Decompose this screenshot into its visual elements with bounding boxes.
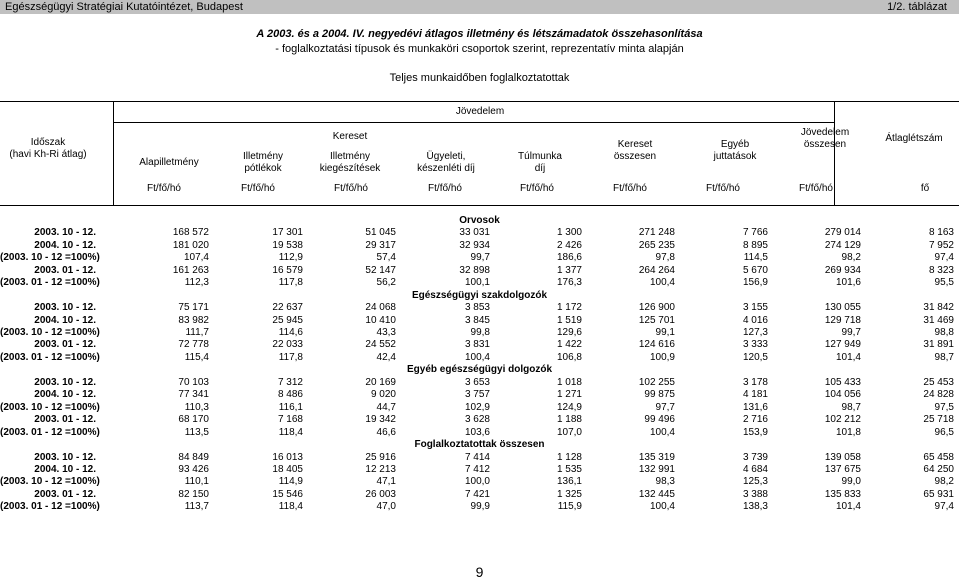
header-top-rule — [0, 101, 959, 102]
value-cell: 107,4 — [183, 252, 209, 263]
header-potlekok: Illetmény pótlékok — [242, 151, 283, 174]
value-cell: 113,5 — [184, 427, 209, 438]
header-kereset-group: Kereset — [332, 131, 368, 142]
value-cell: 31 469 — [923, 315, 954, 326]
value-cell: 115,4 — [184, 352, 209, 363]
value-cell: 56,2 — [376, 277, 396, 288]
value-cell: 127 949 — [824, 339, 861, 350]
unit-label: Ft/fő/hó — [706, 183, 740, 194]
value-cell: 24 552 — [365, 339, 396, 350]
period-label: 2004. 10 - 12. — [34, 464, 96, 475]
value-cell: 7 766 — [742, 227, 768, 238]
value-cell: 22 637 — [272, 302, 303, 313]
value-cell: 100,9 — [649, 352, 675, 363]
value-cell: 114,6 — [278, 327, 303, 338]
unit-label: fő — [920, 183, 930, 194]
value-cell: 102,9 — [464, 402, 490, 413]
value-cell: 132 991 — [638, 464, 675, 475]
value-cell: 1 271 — [556, 389, 582, 400]
table-row — [0, 227, 959, 239]
value-cell: 139 058 — [824, 452, 861, 463]
value-cell: 135 833 — [824, 489, 861, 500]
value-cell: 107,0 — [556, 427, 582, 438]
header-egyeb-juttatasok: Egyéb juttatások — [713, 139, 757, 162]
period-label: 2003. 10 - 12. — [34, 377, 96, 388]
value-cell: 117,8 — [278, 277, 303, 288]
value-cell: 176,3 — [556, 277, 582, 288]
value-cell: 83 982 — [178, 315, 209, 326]
scope-label: Teljes munkaidőben foglalkoztatottak — [389, 72, 570, 84]
section-heading: Orvosok — [459, 215, 500, 226]
value-cell: 118,4 — [278, 427, 303, 438]
value-cell: 3 155 — [742, 302, 768, 313]
value-cell: 31 842 — [923, 302, 954, 313]
value-cell: 25 718 — [923, 414, 954, 425]
value-cell: 25 945 — [272, 315, 303, 326]
value-cell: 3 739 — [742, 452, 768, 463]
value-cell: 100,4 — [464, 352, 490, 363]
value-cell: 3 853 — [464, 302, 490, 313]
value-cell: 101,8 — [835, 427, 861, 438]
value-cell: 136,1 — [556, 476, 582, 487]
page-number: 9 — [475, 564, 484, 580]
value-cell: 8 163 — [928, 227, 954, 238]
value-cell: 98,8 — [934, 327, 954, 338]
value-cell: 99,8 — [470, 327, 490, 338]
unit-label: Ft/fő/hó — [613, 183, 647, 194]
value-cell: 10 410 — [365, 315, 396, 326]
value-cell: 124 616 — [638, 339, 675, 350]
value-cell: 3 831 — [464, 339, 490, 350]
units-row — [0, 183, 959, 195]
value-cell: 114,9 — [278, 476, 303, 487]
table-row — [0, 476, 959, 488]
unit-label: Ft/fő/hó — [334, 183, 368, 194]
value-cell: 138,3 — [742, 501, 768, 512]
section-heading: Egészségügyi szakdolgozók — [411, 290, 548, 301]
value-cell: 99,0 — [841, 476, 861, 487]
value-cell: 72 778 — [178, 339, 209, 350]
value-cell: 3 845 — [464, 315, 490, 326]
table-row — [0, 265, 959, 277]
value-cell: 99,1 — [655, 327, 675, 338]
value-cell: 1 300 — [556, 227, 582, 238]
value-cell: 102 255 — [638, 377, 675, 388]
value-cell: 8 486 — [277, 389, 303, 400]
value-cell: 17 301 — [272, 227, 303, 238]
unit-label: Ft/fő/hó — [241, 183, 275, 194]
value-cell: 99,9 — [470, 501, 490, 512]
table-row — [0, 277, 959, 289]
header-idoszak: Időszak (havi Kh-Ri átlag) — [9, 137, 87, 160]
table-row — [0, 315, 959, 327]
value-cell: 132 445 — [638, 489, 675, 500]
period-label: 2003. 01 - 12. — [34, 339, 96, 350]
value-cell: 131,6 — [742, 402, 768, 413]
value-cell: 1 188 — [556, 414, 582, 425]
header-jovedelem-osszesen: Jövedelem összesen — [800, 127, 850, 150]
value-cell: 1 422 — [556, 339, 582, 350]
header-bottom-rule — [0, 205, 959, 206]
table-row — [0, 389, 959, 401]
period-label: 2003. 01 - 12. — [34, 414, 96, 425]
period-label: 2003. 10 - 12. — [34, 452, 96, 463]
value-cell: 1 535 — [556, 464, 582, 475]
value-cell: 25 916 — [365, 452, 396, 463]
value-cell: 77 341 — [178, 389, 209, 400]
value-cell: 113,7 — [184, 501, 209, 512]
value-cell: 265 235 — [638, 240, 675, 251]
value-cell: 7 414 — [464, 452, 490, 463]
unit-label: Ft/fő/hó — [799, 183, 833, 194]
value-cell: 24 828 — [923, 389, 954, 400]
value-cell: 156,9 — [742, 277, 768, 288]
value-cell: 18 405 — [272, 464, 303, 475]
value-cell: 93 426 — [178, 464, 209, 475]
value-cell: 1 172 — [556, 302, 582, 313]
value-cell: 4 181 — [742, 389, 768, 400]
value-cell: 98,7 — [841, 402, 861, 413]
value-cell: 7 168 — [277, 414, 303, 425]
table-row — [0, 240, 959, 252]
value-cell: 101,4 — [835, 352, 861, 363]
unit-label: Ft/fő/hó — [520, 183, 554, 194]
value-cell: 7 312 — [277, 377, 303, 388]
value-cell: 100,4 — [649, 277, 675, 288]
value-cell: 97,8 — [655, 252, 675, 263]
value-cell: 1 377 — [556, 265, 582, 276]
value-cell: 106,8 — [556, 352, 582, 363]
value-cell: 75 171 — [178, 302, 209, 313]
value-cell: 33 031 — [459, 227, 490, 238]
value-cell: 52 147 — [365, 265, 396, 276]
value-cell: 4 016 — [742, 315, 768, 326]
value-cell: 16 013 — [272, 452, 303, 463]
top-bar — [0, 0, 959, 14]
value-cell: 279 014 — [824, 227, 861, 238]
value-cell: 9 020 — [370, 389, 396, 400]
period-label: (2003. 01 - 12 =100%) — [0, 501, 100, 512]
value-cell: 47,0 — [376, 501, 396, 512]
header-ugyeleti: Ügyeleti, készenléti díj — [417, 151, 475, 174]
value-cell: 4 684 — [742, 464, 768, 475]
value-cell: 3 333 — [742, 339, 768, 350]
value-cell: 116,1 — [278, 402, 303, 413]
value-cell: 126 900 — [638, 302, 675, 313]
header-jovedelem: Jövedelem — [455, 106, 505, 117]
value-cell: 100,4 — [649, 427, 675, 438]
unit-label: Ft/fő/hó — [147, 183, 181, 194]
value-cell: 112,9 — [278, 252, 303, 263]
value-cell: 25 453 — [923, 377, 954, 388]
value-cell: 65 458 — [923, 452, 954, 463]
value-cell: 43,3 — [376, 327, 396, 338]
period-label: (2003. 10 - 12 =100%) — [0, 327, 100, 338]
value-cell: 1 519 — [556, 315, 582, 326]
value-cell: 103,6 — [464, 427, 490, 438]
period-label: (2003. 10 - 12 =100%) — [0, 402, 100, 413]
value-cell: 57,4 — [376, 252, 396, 263]
page-title: A 2003. és a 2004. IV. negyedévi átlagos illetmény és létszámadatok összehasonlítása — [256, 28, 703, 40]
value-cell: 3 653 — [464, 377, 490, 388]
value-cell: 82 150 — [178, 489, 209, 500]
value-cell: 111,7 — [185, 327, 209, 338]
value-cell: 64 250 — [923, 464, 954, 475]
value-cell: 102 212 — [824, 414, 861, 425]
value-cell: 96,5 — [934, 427, 954, 438]
value-cell: 100,4 — [649, 501, 675, 512]
page-subtitle: - foglalkoztatási típusok és munkaköri csoportok szerint, reprezentatív minta alapján — [275, 43, 684, 55]
value-cell: 68 170 — [178, 414, 209, 425]
value-cell: 101,4 — [835, 501, 861, 512]
value-cell: 46,6 — [376, 427, 396, 438]
period-label: (2003. 01 - 12 =100%) — [0, 277, 100, 288]
table-row — [0, 501, 959, 513]
value-cell: 5 670 — [742, 265, 768, 276]
table-row — [0, 352, 959, 364]
institute-name: Egészségügyi Stratégiai Kutatóintézet, Budapest — [5, 1, 243, 13]
value-cell: 118,4 — [278, 501, 303, 512]
value-cell: 20 169 — [365, 377, 396, 388]
value-cell: 51 045 — [365, 227, 396, 238]
value-cell: 47,1 — [376, 476, 396, 487]
value-cell: 110,3 — [184, 402, 209, 413]
value-cell: 97,5 — [934, 402, 954, 413]
value-cell: 161 263 — [172, 265, 209, 276]
value-cell: 112,3 — [184, 277, 209, 288]
period-label: 2003. 10 - 12. — [34, 302, 96, 313]
period-label: 2003. 01 - 12. — [34, 489, 96, 500]
value-cell: 42,4 — [376, 352, 396, 363]
value-cell: 8 323 — [928, 265, 954, 276]
value-cell: 98,7 — [934, 352, 954, 363]
value-cell: 1 018 — [556, 377, 582, 388]
table-row — [0, 339, 959, 351]
value-cell: 125 701 — [638, 315, 675, 326]
value-cell: 65 931 — [923, 489, 954, 500]
table-row — [0, 427, 959, 439]
value-cell: 15 546 — [272, 489, 303, 500]
header-alapilletmeny: Alapilletmény — [139, 157, 199, 168]
value-cell: 12 213 — [365, 464, 396, 475]
value-cell: 2 716 — [742, 414, 768, 425]
value-cell: 8 895 — [742, 240, 768, 251]
header-atlaglétszam: Átlaglétszám — [885, 133, 943, 144]
value-cell: 1 128 — [556, 452, 582, 463]
value-cell: 271 248 — [638, 227, 675, 238]
value-cell: 7 421 — [464, 489, 490, 500]
value-cell: 99 875 — [644, 389, 675, 400]
period-label: 2004. 10 - 12. — [34, 240, 96, 251]
value-cell: 7 412 — [464, 464, 490, 475]
period-label: 2003. 01 - 12. — [34, 265, 96, 276]
header-kereset-osszesen: Kereset összesen — [613, 139, 657, 162]
value-cell: 97,4 — [934, 252, 954, 263]
period-label: (2003. 01 - 12 =100%) — [0, 352, 100, 363]
value-cell: 114,5 — [743, 252, 768, 263]
value-cell: 99,7 — [841, 327, 861, 338]
value-cell: 135 319 — [638, 452, 675, 463]
section-heading: Foglalkoztatottak összesen — [414, 439, 545, 450]
value-cell: 84 849 — [178, 452, 209, 463]
value-cell: 130 055 — [824, 302, 861, 313]
value-cell: 100,0 — [464, 476, 490, 487]
period-label: 2004. 10 - 12. — [34, 315, 96, 326]
value-cell: 181 020 — [172, 240, 209, 251]
table-row — [0, 452, 959, 464]
value-cell: 19 538 — [272, 240, 303, 251]
value-cell: 98,2 — [841, 252, 861, 263]
value-cell: 168 572 — [172, 227, 209, 238]
section-heading: Egyéb egészségügyi dolgozók — [406, 364, 553, 375]
table-row — [0, 489, 959, 501]
period-label: 2004. 10 - 12. — [34, 389, 96, 400]
table-row — [0, 327, 959, 339]
table-row — [0, 464, 959, 476]
value-cell: 24 068 — [365, 302, 396, 313]
period-label: (2003. 10 - 12 =100%) — [0, 476, 100, 487]
value-cell: 269 934 — [824, 265, 861, 276]
value-cell: 110,1 — [184, 476, 209, 487]
value-cell: 153,9 — [742, 427, 768, 438]
value-cell: 19 342 — [365, 414, 396, 425]
unit-label: Ft/fő/hó — [428, 183, 462, 194]
table-row — [0, 252, 959, 264]
table-row — [0, 377, 959, 389]
value-cell: 125,3 — [742, 476, 768, 487]
jovedelem-rule — [113, 122, 834, 123]
period-label: (2003. 10 - 12 =100%) — [0, 252, 100, 263]
value-cell: 70 103 — [178, 377, 209, 388]
value-cell: 137 675 — [824, 464, 861, 475]
value-cell: 99 496 — [644, 414, 675, 425]
value-cell: 1 325 — [556, 489, 582, 500]
value-cell: 31 891 — [923, 339, 954, 350]
value-cell: 99,7 — [470, 252, 490, 263]
value-cell: 117,8 — [278, 352, 303, 363]
value-cell: 186,6 — [556, 252, 582, 263]
value-cell: 105 433 — [824, 377, 861, 388]
value-cell: 3 388 — [742, 489, 768, 500]
value-cell: 3 628 — [464, 414, 490, 425]
value-cell: 124,9 — [556, 402, 582, 413]
value-cell: 97,7 — [655, 402, 675, 413]
value-cell: 127,3 — [742, 327, 768, 338]
value-cell: 120,5 — [742, 352, 768, 363]
table-row — [0, 302, 959, 314]
value-cell: 104 056 — [824, 389, 861, 400]
value-cell: 3 757 — [464, 389, 490, 400]
value-cell: 95,5 — [934, 277, 954, 288]
header-tulmunka: Túlmunka díj — [518, 151, 562, 174]
value-cell: 129 718 — [824, 315, 861, 326]
value-cell: 16 579 — [272, 265, 303, 276]
value-cell: 100,1 — [464, 277, 490, 288]
value-cell: 26 003 — [365, 489, 396, 500]
value-cell: 101,6 — [835, 277, 861, 288]
table-row — [0, 402, 959, 414]
value-cell: 22 033 — [272, 339, 303, 350]
value-cell: 98,3 — [655, 476, 675, 487]
value-cell: 29 317 — [365, 240, 396, 251]
table-row — [0, 414, 959, 426]
value-cell: 7 952 — [928, 240, 954, 251]
value-cell: 115,9 — [557, 501, 582, 512]
table-number: 1/2. táblázat — [887, 1, 947, 13]
value-cell: 129,6 — [556, 327, 582, 338]
period-label: (2003. 01 - 12 =100%) — [0, 427, 100, 438]
value-cell: 44,7 — [376, 402, 396, 413]
header-kiegeszitesek: Illetmény kiegészítések — [319, 151, 381, 174]
value-cell: 98,2 — [934, 476, 954, 487]
period-label: 2003. 10 - 12. — [34, 227, 96, 238]
value-cell: 274 129 — [824, 240, 861, 251]
value-cell: 2 426 — [556, 240, 582, 251]
value-cell: 32 934 — [459, 240, 490, 251]
value-cell: 264 264 — [638, 265, 675, 276]
value-cell: 97,4 — [934, 501, 954, 512]
value-cell: 32 898 — [459, 265, 490, 276]
value-cell: 3 178 — [742, 377, 768, 388]
